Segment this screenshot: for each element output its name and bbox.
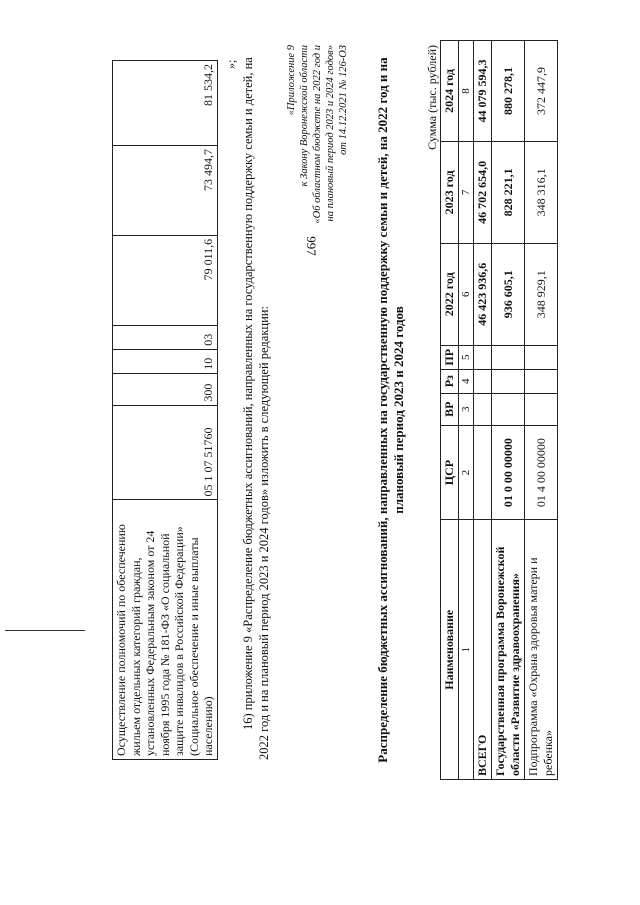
row-vr: 300: [113, 373, 218, 405]
annex-line: от 14.12.2021 № 126-ОЗ: [338, 45, 349, 155]
row-rz: 10: [113, 349, 218, 373]
table-row-total: [474, 41, 492, 780]
row-csr: 01 0 00 00000: [492, 425, 525, 520]
row-2024: 880 278,1: [492, 41, 525, 142]
row-name: ВСЕГО: [474, 520, 492, 780]
annex-line: к Закону Воронежской области: [299, 45, 310, 187]
row-name: Подпрограмма «Охрана здоровья матери и ребенка»: [525, 520, 558, 780]
allocation-table: [440, 40, 558, 780]
row-rz: [492, 369, 525, 393]
units-label: Сумма (тыс. рублей): [425, 45, 439, 150]
row-pr: [492, 345, 525, 369]
row-2022: 46 423 936,6: [474, 243, 492, 345]
column-index: 1: [459, 520, 474, 780]
row-vr: [492, 393, 525, 425]
column-index: 7: [459, 141, 474, 243]
annex-reference: [285, 45, 350, 285]
header-rz: Рз: [441, 369, 459, 393]
annex-line: на плановый период 2023 и 2024 годов»: [325, 45, 336, 222]
row-pr: [525, 345, 558, 369]
row-2023: 73 494,7: [113, 145, 218, 235]
row-2023: 46 702 654,0: [474, 141, 492, 243]
amendment-paragraph: [240, 50, 272, 760]
column-index-row: [459, 41, 474, 780]
column-index: 4: [459, 369, 474, 393]
footnote-rule: [5, 630, 85, 631]
column-index: 5: [459, 345, 474, 369]
annex-line: «Приложение 9: [286, 45, 297, 116]
annex-line: «Об областном бюджете на 2022 год и: [312, 45, 323, 224]
row-pr: [474, 345, 492, 369]
column-index: 8: [459, 41, 474, 142]
column-index: 3: [459, 393, 474, 425]
document-title: Распределение бюджетных ассигнований, направленных на государственную поддержку семьи и детей, на 2022 год и на плановый период 2023 и 2024 годов: [375, 57, 406, 763]
row-2024: 81 534,2: [113, 61, 218, 146]
row-csr: [474, 425, 492, 520]
row-rz: [525, 369, 558, 393]
column-index: 6: [459, 243, 474, 345]
row-2024: 44 079 594,3: [474, 41, 492, 142]
row-name: Осуществление полномочий по обеспечению жильем отдельных категорий граждан, установленных Федеральным законом от 24 ноября 1995 года № 181-ФЗ «О социальной защите инвалидов в Российской Федерации» (Социальное обеспечение и иные выплаты населению): [113, 500, 218, 760]
header-2023: 2023 год: [441, 141, 459, 243]
header-pr: ПР: [441, 345, 459, 369]
row-vr: [525, 393, 558, 425]
previous-appendix-table: [112, 60, 218, 760]
table-row: [525, 41, 558, 780]
row-csr: 01 4 00 00000: [525, 425, 558, 520]
header-csr: ЦСР: [441, 425, 459, 520]
row-vr: [474, 393, 492, 425]
row-2023: 348 316,1: [525, 141, 558, 243]
row-name: Государственная программа Воронежской области «Развитие здравоохранения»: [492, 520, 525, 780]
column-index: 2: [459, 425, 474, 520]
paragraph-text: 16) приложение 9 «Распределение бюджетных ассигнований, направленных на государственную поддержку семьи и детей, на 2022 год и на плановый период 2023 и 2024 годов» изложить в следующей редакции:: [241, 57, 271, 760]
row-pr: 03: [113, 325, 218, 349]
closing-quote: »;: [224, 59, 238, 69]
header-2024: 2024 год: [441, 41, 459, 142]
table-row: [492, 41, 525, 780]
table-header-row: [441, 41, 459, 780]
row-csr: 05 1 07 51760: [113, 405, 218, 500]
row-2024: 372 447,9: [525, 41, 558, 142]
row-2022: 348 929,1: [525, 243, 558, 345]
page-number: 997: [303, 236, 319, 256]
row-2022: 936 605,1: [492, 243, 525, 345]
row-2022: 79 011,6: [113, 235, 218, 325]
header-2022: 2022 год: [441, 243, 459, 345]
row-2023: 828 221,1: [492, 141, 525, 243]
table-row: [113, 61, 218, 760]
header-vr: ВР: [441, 393, 459, 425]
header-name: Наименование: [441, 520, 459, 780]
row-rz: [474, 369, 492, 393]
